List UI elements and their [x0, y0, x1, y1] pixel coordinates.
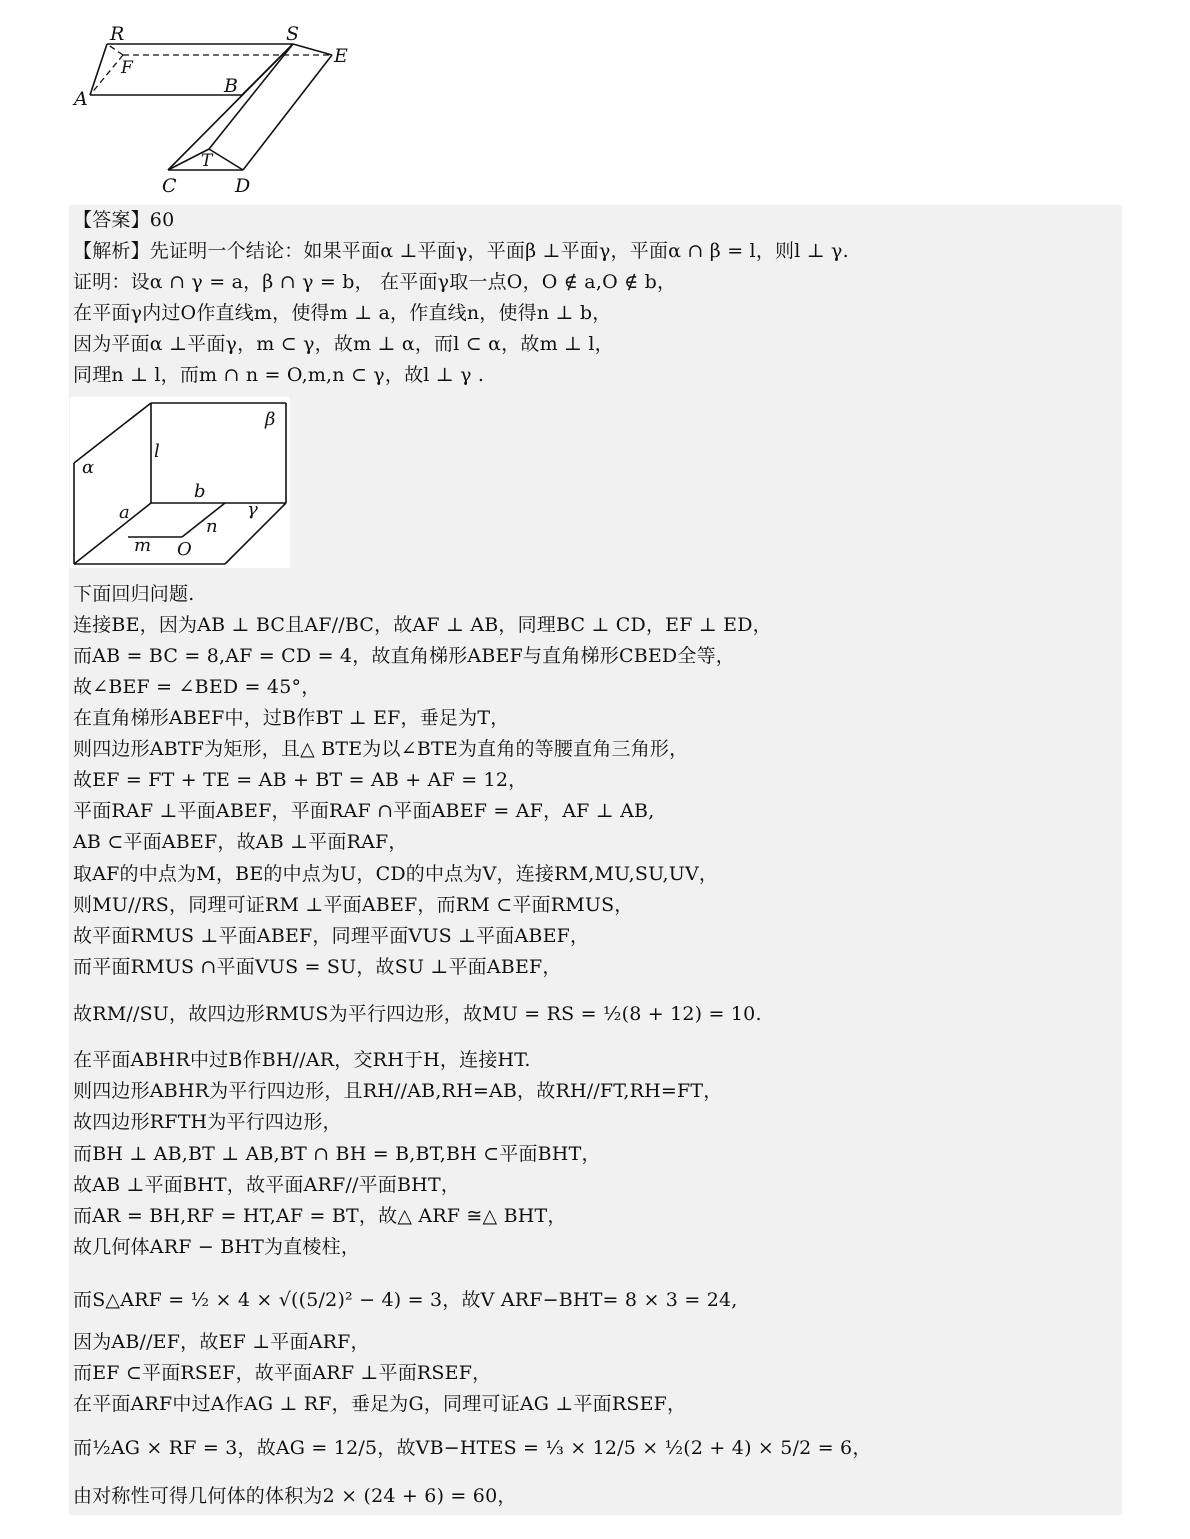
text-line: 在平面ARF中过A作AG ⊥ RF，垂足为G，同理可证AG ⊥平面RSEF， [73, 1393, 687, 1415]
text-line: 而BH ⊥ AB,BT ⊥ AB,BT ∩ BH = B,BT,BH ⊂平面BHT， [73, 1143, 601, 1165]
text-line: 故EF = FT + TE = AB + BT = AB + AF = 12， [73, 769, 528, 791]
label-a: a [119, 502, 130, 523]
label-gamma: γ [247, 499, 258, 520]
text-line: 下面回归问题. [73, 583, 195, 605]
text-line: 故平面RMUS ⊥平面ABEF，同理平面VUS ⊥平面ABEF， [73, 925, 590, 947]
text-line: 平面RAF ⊥平面ABEF，平面RAF ∩平面ABEF = AF，AF ⊥ AB, [73, 800, 655, 822]
text-line: 则四边形ABHR为平行四边形，且RH//AB,RH=AB，故RH//FT,RH=FT， [73, 1080, 723, 1102]
text-line: 故RM//SU，故四边形RMUS为平行四边形，故MU = RS = ½(8 + 12) = 10. [73, 1003, 762, 1025]
label-S: S [286, 23, 300, 45]
text-line: 而S△ARF = ½ × 4 × √((5/2)² − 4) = 3，故V ARF−BHT= 8 × 3 = 24, [73, 1289, 738, 1311]
text-line: 故四边形RFTH为平行四边形， [73, 1111, 342, 1133]
planes-figure [70, 397, 290, 568]
label-b: b [194, 481, 206, 502]
label-F: F [121, 58, 133, 78]
text-line: 因为平面α ⊥平面γ，m ⊂ γ，故m ⊥ α，而l ⊂ α，故m ⊥ l， [73, 333, 614, 355]
label-alpha: α [82, 457, 95, 478]
label-D: D [235, 175, 251, 197]
label-beta: β [265, 409, 276, 430]
text-line: 而平面RMUS ∩平面VUS = SU，故SU ⊥平面ABEF， [73, 956, 562, 978]
text-line: AB ⊂平面ABEF，故AB ⊥平面RAF， [73, 831, 408, 853]
text-line: 而AR = BH,RF = HT,AF = BT，故△ ARF ≅△ BHT， [73, 1205, 567, 1227]
text-line: 则四边形ABTF为矩形，且△ BTE为以∠BTE为直角的等腰直角三角形， [73, 738, 689, 760]
text-line: 连接BE，因为AB ⊥ BC且AF//BC，故AF ⊥ AB，同理BC ⊥ CD，EF ⊥ ED， [73, 614, 772, 636]
text-line: 因为AB//EF，故EF ⊥平面ARF， [73, 1331, 370, 1353]
text-line: 而½AG × RF = 3，故AG = 12/5，故VB−HTES = ⅓ × 12/5 × ½(2 + 4) × 5/2 = 6， [73, 1437, 872, 1459]
label-O: O [177, 539, 192, 560]
label-T: T [201, 151, 213, 171]
text-line: 故几何体ARF − BHT为直棱柱， [73, 1236, 361, 1258]
text-line: 而AB = BC = 8,AF = CD = 4，故直角梯形ABEF与直角梯形CBED全等， [73, 645, 735, 667]
label-C: C [162, 175, 177, 197]
polyhedron-figure [70, 18, 370, 198]
text-line: 则MU//RS，同理可证RM ⊥平面ABEF，而RM ⊂平面RMUS， [73, 894, 634, 916]
text-line: 在平面γ内过O作直线m，使得m ⊥ a，作直线n，使得n ⊥ b， [73, 302, 612, 324]
answer-line: 【答案】60 [73, 209, 175, 231]
label-l: l [154, 441, 160, 462]
text-line: 取AF的中点为M，BE的中点为U，CD的中点为V，连接RM,MU,SU,UV， [73, 863, 719, 885]
text-line: 故∠BEF = ∠BED = 45°， [73, 676, 321, 698]
text-line: 在平面ABHR中过B作BH//AR，交RH于H，连接HT. [73, 1049, 531, 1071]
label-B: B [224, 75, 238, 97]
text-line: 故AB ⊥平面BHT，故平面ARF//平面BHT， [73, 1174, 461, 1196]
text-line: 同理n ⊥ l，而m ∩ n = O,m,n ⊂ γ，故l ⊥ γ . [73, 364, 485, 386]
text-line: 而EF ⊂平面RSEF，故平面ARF ⊥平面RSEF， [73, 1362, 492, 1384]
text-line: 在直角梯形ABEF中，过B作BT ⊥ EF，垂足为T， [73, 707, 510, 729]
analysis-line: 【解析】先证明一个结论：如果平面α ⊥平面γ，平面β ⊥平面γ，平面α ∩ β = l，则l ⊥ γ. [73, 240, 849, 262]
label-A: A [74, 88, 88, 110]
text-line: 由对称性可得几何体的体积为2 × (24 + 6) = 60， [73, 1485, 517, 1507]
label-m: m [134, 535, 152, 556]
label-n: n [206, 516, 218, 537]
label-E: E [334, 45, 348, 67]
label-R: R [110, 23, 125, 45]
text-line: 证明：设α ∩ γ = a，β ∩ γ = b， 在平面γ取一点O，O ∉ a,O ∉ b， [73, 271, 677, 293]
